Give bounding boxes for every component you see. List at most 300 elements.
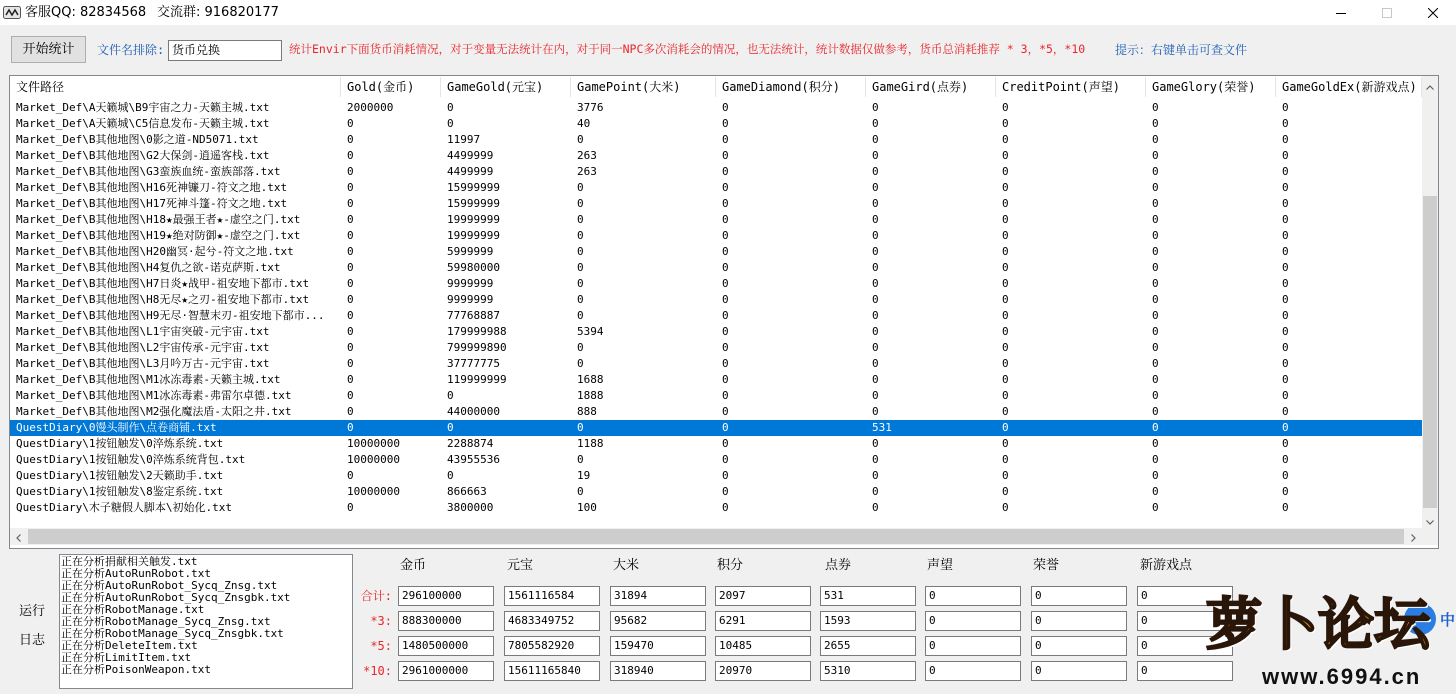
cell-gamegird: 0: [872, 117, 879, 130]
table-row[interactable]: [10, 372, 1422, 388]
total-x5-creditpoint-field[interactable]: 0: [925, 636, 1021, 656]
cell-gamegird: 0: [872, 405, 879, 418]
totals-header-creditpoint: 声望: [927, 558, 954, 573]
cell-gamepoint: 0: [577, 485, 584, 498]
table-row[interactable]: [10, 148, 1422, 164]
cell-gameglory: 0: [1152, 357, 1159, 370]
cell-gamepoint: 0: [577, 229, 584, 242]
horizontal-scroll-thumb[interactable]: [28, 529, 1404, 544]
log-line: 正在分析AutoRunRobot_Sycq_Znsgbk.txt: [61, 592, 291, 604]
cell-gamegoldex: 0: [1282, 405, 1289, 418]
cell-gamegird: 0: [872, 277, 879, 290]
cell-creditpoint: 0: [1002, 213, 1009, 226]
total-sum-gamepoint-field[interactable]: 31894: [610, 586, 706, 606]
total-x5-gamegold-field[interactable]: 7805582920: [504, 636, 600, 656]
horizontal-scrollbar[interactable]: [10, 528, 1422, 545]
cell-gold: 10000000: [347, 485, 400, 498]
close-icon: [1428, 3, 1438, 22]
cell-creditpoint: 0: [1002, 117, 1009, 130]
cell-gold: 0: [347, 229, 354, 242]
app-icon: [3, 4, 21, 21]
cell-gamegold: 15999999: [447, 197, 500, 210]
cell-gamegird: 0: [872, 309, 879, 322]
cell-gamepoint: 0: [577, 261, 584, 274]
exclude-filename-input[interactable]: 货币兑换: [168, 40, 282, 61]
cell-creditpoint: 0: [1002, 357, 1009, 370]
cell-gamediamond: 0: [722, 501, 729, 514]
total-x5-gamegoldex-field[interactable]: 0: [1137, 636, 1233, 656]
minimize-button[interactable]: [1318, 0, 1364, 25]
cell-gamegird: 0: [872, 325, 879, 338]
cell-gamepoint: 263: [577, 165, 597, 178]
table-row[interactable]: [10, 196, 1422, 212]
cell-gamediamond: 0: [722, 101, 729, 114]
total-sum-gamediamond-field[interactable]: 2097: [715, 586, 811, 606]
cell-gamegoldex: 0: [1282, 293, 1289, 306]
cell-gamepoint: 888: [577, 405, 597, 418]
watermark-url: www.6994.cn: [1262, 664, 1422, 689]
table-row[interactable]: [10, 324, 1422, 340]
close-button[interactable]: [1410, 0, 1456, 25]
cell-file-path: QuestDiary\1按钮触发\8鉴定系统.txt: [16, 485, 224, 498]
cell-creditpoint: 0: [1002, 101, 1009, 114]
total-sum-gameglory-field[interactable]: 0: [1031, 586, 1127, 606]
cell-gamepoint: 0: [577, 213, 584, 226]
cell-gamediamond: 0: [722, 341, 729, 354]
cell-creditpoint: 0: [1002, 197, 1009, 210]
cell-file-path: QuestDiary\0馒头制作\点卷商铺.txt: [16, 421, 217, 434]
cell-gamegold: 44000000: [447, 405, 500, 418]
cell-gameglory: 0: [1152, 213, 1159, 226]
cell-gamediamond: 0: [722, 197, 729, 210]
cell-creditpoint: 0: [1002, 261, 1009, 274]
cell-gold: 0: [347, 165, 354, 178]
cell-gold: 0: [347, 325, 354, 338]
scroll-right-button[interactable]: [1405, 528, 1422, 545]
cell-creditpoint: 0: [1002, 293, 1009, 306]
total-x10-creditpoint-field[interactable]: 0: [925, 661, 1021, 681]
cell-gamegold: 0: [447, 469, 454, 482]
cell-gameglory: 0: [1152, 165, 1159, 178]
cell-creditpoint: 0: [1002, 181, 1009, 194]
totals-row-label-x5: *5:: [370, 639, 392, 653]
cell-gamediamond: 0: [722, 165, 729, 178]
cell-gamediamond: 0: [722, 277, 729, 290]
table-row[interactable]: [10, 116, 1422, 132]
cell-gamediamond: 0: [722, 149, 729, 162]
cell-gamegoldex: 0: [1282, 245, 1289, 258]
cell-gamegird: 0: [872, 261, 879, 274]
totals-row-label-x3: *3:: [370, 614, 392, 628]
cell-gamegoldex: 0: [1282, 341, 1289, 354]
log-line: 正在分析PoisonWeapon.txt: [61, 664, 211, 676]
cell-file-path: Market_Def\B其他地图\H8无尽★之刃-祖安地下都市.txt: [16, 293, 310, 306]
totals-row-label-x10: *10:: [363, 664, 392, 678]
cell-gamegird: 0: [872, 357, 879, 370]
cell-gameglory: 0: [1152, 277, 1159, 290]
list-header: [10, 77, 1422, 97]
cell-gamegold: 9999999: [447, 277, 494, 290]
total-x3-gamegoldex-field[interactable]: 0: [1137, 611, 1233, 631]
cell-file-path: QuestDiary\1按钮触发\0淬炼系统背包.txt: [16, 453, 246, 466]
cell-gold: 10000000: [347, 437, 400, 450]
cell-gamegold: 866663: [447, 485, 487, 498]
scroll-down-button[interactable]: [1422, 511, 1438, 528]
cell-gameglory: 0: [1152, 437, 1159, 450]
cell-gameglory: 0: [1152, 101, 1159, 114]
cell-gamediamond: 0: [722, 437, 729, 450]
totals-header-gold: 金币: [400, 558, 427, 573]
cell-gamegird: 531: [872, 421, 892, 434]
total-x10-gold-field[interactable]: 2961000000: [398, 661, 494, 681]
column-header-gameglory[interactable]: GameGlory(荣誉): [1146, 77, 1276, 97]
chevron-left-icon: [16, 527, 21, 546]
cell-gamepoint: 0: [577, 197, 584, 210]
cell-gamepoint: 0: [577, 453, 584, 466]
run-log-list[interactable]: [59, 554, 353, 689]
cell-gameglory: 0: [1152, 149, 1159, 162]
cell-gamegoldex: 0: [1282, 501, 1289, 514]
total-x3-gold-field[interactable]: 888300000: [398, 611, 494, 631]
cell-gamediamond: 0: [722, 261, 729, 274]
cell-gamegold: 11997: [447, 133, 481, 146]
cell-creditpoint: 0: [1002, 341, 1009, 354]
cell-gamegold: 5999999: [447, 245, 494, 258]
table-row[interactable]: [10, 452, 1422, 468]
log-line: 正在分析RobotManage_Sycq_Znsgbk.txt: [61, 628, 284, 640]
cell-gameglory: 0: [1152, 453, 1159, 466]
cell-gamepoint: 0: [577, 309, 584, 322]
cell-gamegoldex: 0: [1282, 453, 1289, 466]
cell-gamegird: 0: [872, 453, 879, 466]
cell-creditpoint: 0: [1002, 149, 1009, 162]
ime-mode-text[interactable]: 中: [1440, 611, 1456, 629]
watermark-logo-title: 萝卜论坛: [1206, 593, 1430, 658]
scroll-left-button[interactable]: [10, 528, 27, 545]
cell-file-path: Market_Def\B其他地图\H17死神斗篷-符文之地.txt: [16, 197, 288, 210]
cell-gold: 0: [347, 309, 354, 322]
table-row[interactable]: [10, 388, 1422, 404]
cell-gamegoldex: 0: [1282, 357, 1289, 370]
statistics-notice: 统计Envir下面货币消耗情况，对于变量无法统计在内，对于同一NPC多次消耗会的情况，也无法统计，统计数据仅做参考，货币总消耗推荐 * 3，*5，*10: [289, 42, 1086, 56]
cell-gamegold: 0: [447, 101, 454, 114]
cell-gamegird: 0: [872, 469, 879, 482]
cell-gamegird: 0: [872, 101, 879, 114]
cell-gold: 0: [347, 357, 354, 370]
table-row[interactable]: [10, 356, 1422, 372]
total-sum-gamegoldex-field[interactable]: 0: [1137, 586, 1233, 606]
cell-gamediamond: 0: [722, 229, 729, 242]
cell-gold: 0: [347, 277, 354, 290]
cell-file-path: Market_Def\B其他地图\0影之道-ND5071.txt: [16, 133, 259, 146]
cell-file-path: Market_Def\B其他地图\L1宇宙突破-元宇宙.txt: [16, 325, 270, 338]
cell-gameglory: 0: [1152, 341, 1159, 354]
cell-gamegird: 0: [872, 149, 879, 162]
cell-gamegold: 43955536: [447, 453, 500, 466]
cell-gold: 0: [347, 261, 354, 274]
cell-gamediamond: 0: [722, 181, 729, 194]
cell-gameglory: 0: [1152, 373, 1159, 386]
cell-gamepoint: 263: [577, 149, 597, 162]
cell-creditpoint: 0: [1002, 277, 1009, 290]
cell-gamegird: 0: [872, 485, 879, 498]
cell-gamegold: 77768887: [447, 309, 500, 322]
table-row[interactable]: [10, 276, 1422, 292]
table-row[interactable]: [10, 500, 1422, 516]
cell-gamegold: 37777775: [447, 357, 500, 370]
total-x3-creditpoint-field[interactable]: 0: [925, 611, 1021, 631]
cell-creditpoint: 0: [1002, 501, 1009, 514]
cell-gamediamond: 0: [722, 453, 729, 466]
column-header-gold[interactable]: Gold(金币): [341, 77, 441, 97]
log-line: 正在分析AutoRunRobot.txt: [61, 568, 211, 580]
cell-file-path: Market_Def\A天籁城\B9宇宙之力-天籁主城.txt: [16, 101, 270, 114]
table-row[interactable]: [10, 164, 1422, 180]
cell-file-path: Market_Def\B其他地图\M1冰冻毒素-天籁主城.txt: [16, 373, 281, 386]
cell-gamepoint: 0: [577, 181, 584, 194]
chevron-down-icon: [1426, 510, 1434, 529]
scroll-up-button[interactable]: [1422, 76, 1438, 93]
cell-gameglory: 0: [1152, 293, 1159, 306]
cell-gamediamond: 0: [722, 293, 729, 306]
run-log-label-bottom: 日志: [19, 633, 46, 648]
total-x10-gamediamond-field[interactable]: 20970: [715, 661, 811, 681]
cell-file-path: QuestDiary\1按钮触发\0淬炼系统.txt: [16, 437, 224, 450]
total-x3-gameglory-field[interactable]: 0: [1031, 611, 1127, 631]
table-row[interactable]: [10, 484, 1422, 500]
column-header-gamegoldex[interactable]: GameGoldEx(新游戏点): [1276, 77, 1422, 97]
cell-gamepoint: 1888: [577, 389, 604, 402]
cell-gamepoint: 0: [577, 293, 584, 306]
totals-row-label-sum: 合计:: [360, 589, 392, 603]
cell-gamegoldex: 0: [1282, 389, 1289, 402]
cell-creditpoint: 0: [1002, 485, 1009, 498]
cell-gamegold: 2288874: [447, 437, 494, 450]
column-header-gamegird[interactable]: GameGird(点券): [866, 77, 996, 97]
cell-gamegold: 799999890: [447, 341, 507, 354]
cell-gamegoldex: 0: [1282, 437, 1289, 450]
cell-creditpoint: 0: [1002, 133, 1009, 146]
cell-file-path: Market_Def\B其他地图\L3月吟万古-元宇宙.txt: [16, 357, 270, 370]
start-statistics-button[interactable]: 开始统计: [11, 36, 86, 63]
cell-gold: 0: [347, 389, 354, 402]
table-row[interactable]: [10, 436, 1422, 452]
cell-gamepoint: 40: [577, 117, 591, 130]
total-x5-gamepoint-field[interactable]: 159470: [610, 636, 706, 656]
cell-gold: 0: [347, 133, 354, 146]
column-header-gamegold[interactable]: GameGold(元宝): [441, 77, 571, 97]
table-row[interactable]: [10, 180, 1422, 196]
cell-file-path: Market_Def\B其他地图\H7日炎★战甲-祖安地下都市.txt: [16, 277, 310, 290]
cell-creditpoint: 0: [1002, 229, 1009, 242]
cell-gameglory: 0: [1152, 117, 1159, 130]
total-x10-gamegird-field[interactable]: 5310: [820, 661, 916, 681]
column-header-gamepoint[interactable]: GamePoint(大米): [571, 77, 716, 97]
cell-gamegold: 15999999: [447, 181, 500, 194]
cell-gamediamond: 0: [722, 357, 729, 370]
cell-gamegold: 0: [447, 117, 454, 130]
cell-file-path: Market_Def\B其他地图\H4复仇之欲-诺克萨斯.txt: [16, 261, 281, 274]
cell-gamepoint: 0: [577, 341, 584, 354]
cell-gamediamond: 0: [722, 469, 729, 482]
cell-file-path: QuestDiary\木子糖假人脚本\初始化.txt: [16, 501, 232, 514]
table-row-selected[interactable]: [10, 420, 1422, 436]
total-x3-gamegird-field[interactable]: 1593: [820, 611, 916, 631]
cell-gamegoldex: 0: [1282, 133, 1289, 146]
cell-gamediamond: 0: [722, 421, 729, 434]
total-x3-gamepoint-field[interactable]: 95682: [610, 611, 706, 631]
minimize-icon: [1336, 3, 1346, 22]
totals-header-gamediamond: 积分: [717, 558, 744, 573]
cell-gamepoint: 19: [577, 469, 591, 482]
cell-gold: 0: [347, 213, 354, 226]
cell-file-path: Market_Def\B其他地图\M2强化魔法盾-太阳之井.txt: [16, 405, 292, 418]
totals-header-gamegird: 点券: [825, 558, 852, 573]
cell-gamepoint: 5394: [577, 325, 604, 338]
cell-file-path: Market_Def\B其他地图\L2宇宙传承-元宇宙.txt: [16, 341, 270, 354]
total-x10-gamepoint-field[interactable]: 318940: [610, 661, 706, 681]
column-header-gamediamond[interactable]: GameDiamond(积分): [716, 77, 866, 97]
cell-gameglory: 0: [1152, 325, 1159, 338]
table-row[interactable]: [10, 212, 1422, 228]
cell-gold: 0: [347, 469, 354, 482]
cell-gamegoldex: 0: [1282, 197, 1289, 210]
total-sum-gold-field[interactable]: 296100000: [398, 586, 494, 606]
table-row[interactable]: [10, 228, 1422, 244]
table-row[interactable]: [10, 244, 1422, 260]
log-line: 正在分析DeleteItem.txt: [61, 640, 198, 652]
cell-gamegold: 179999988: [447, 325, 507, 338]
cell-gamegoldex: 0: [1282, 213, 1289, 226]
cell-gamegird: 0: [872, 373, 879, 386]
cell-gamegoldex: 0: [1282, 117, 1289, 130]
cell-creditpoint: 0: [1002, 309, 1009, 322]
cell-gold: 0: [347, 405, 354, 418]
total-sum-gamegold-field[interactable]: 1561116584: [504, 586, 600, 606]
cell-gamepoint: 0: [577, 133, 584, 146]
cell-gamepoint: 1688: [577, 373, 604, 386]
cell-gamegold: 19999999: [447, 213, 500, 226]
table-row[interactable]: [10, 132, 1422, 148]
cell-file-path: Market_Def\B其他地图\H16死神镰刀-符文之地.txt: [16, 181, 288, 194]
log-line: 正在分析LimitItem.txt: [61, 652, 192, 664]
table-row[interactable]: [10, 468, 1422, 484]
column-header-file-path[interactable]: 文件路径: [10, 77, 341, 97]
cell-gamegold: 59980000: [447, 261, 500, 274]
total-x5-gamegird-field[interactable]: 2655: [820, 636, 916, 656]
cell-gold: 0: [347, 197, 354, 210]
total-x3-gamegold-field[interactable]: 4683349752: [504, 611, 600, 631]
table-row[interactable]: [10, 292, 1422, 308]
table-row[interactable]: [10, 340, 1422, 356]
cell-creditpoint: 0: [1002, 469, 1009, 482]
list-body: [10, 100, 1422, 528]
cell-creditpoint: 0: [1002, 389, 1009, 402]
cell-gamegird: 0: [872, 245, 879, 258]
cell-gamegoldex: 0: [1282, 421, 1289, 434]
cell-gamegold: 9999999: [447, 293, 494, 306]
cell-gamegoldex: 0: [1282, 149, 1289, 162]
right-click-hint: 提示：右键单击可查文件: [1115, 43, 1248, 57]
vertical-scroll-thumb[interactable]: [1423, 196, 1437, 508]
cell-gamegoldex: 0: [1282, 469, 1289, 482]
cell-gamegoldex: 0: [1282, 485, 1289, 498]
cell-gamegird: 0: [872, 213, 879, 226]
total-x3-gamediamond-field[interactable]: 6291: [715, 611, 811, 631]
cell-gold: 0: [347, 501, 354, 514]
cell-gamediamond: 0: [722, 389, 729, 402]
cell-gamediamond: 0: [722, 213, 729, 226]
cell-gamegird: 0: [872, 229, 879, 242]
group-number-text: 交流群: 916820177: [157, 5, 279, 20]
totals-header-gamegoldex: 新游戏点: [1140, 558, 1193, 573]
cell-gamegird: 0: [872, 389, 879, 402]
total-x10-gamegold-field[interactable]: 15611165840: [504, 661, 600, 681]
chevron-up-icon: [1426, 75, 1434, 94]
cell-gameglory: 0: [1152, 181, 1159, 194]
cell-gameglory: 0: [1152, 309, 1159, 322]
total-x5-gold-field[interactable]: 1480500000: [398, 636, 494, 656]
cell-gamepoint: 1188: [577, 437, 604, 450]
cell-gamepoint: 0: [577, 421, 584, 434]
cell-gameglory: 0: [1152, 501, 1159, 514]
vertical-scrollbar[interactable]: [1422, 76, 1438, 528]
cell-gamediamond: 0: [722, 405, 729, 418]
cell-gameglory: 0: [1152, 261, 1159, 274]
table-row[interactable]: [10, 308, 1422, 324]
exclude-filename-label: 文件名排除:: [97, 43, 165, 57]
cell-creditpoint: 0: [1002, 165, 1009, 178]
total-x10-gamegoldex-field[interactable]: 0: [1137, 661, 1233, 681]
cell-gamediamond: 0: [722, 133, 729, 146]
cell-file-path: Market_Def\B其他地图\H18★最强王者★-虚空之门.txt: [16, 213, 301, 226]
log-line: 正在分析捐献相关触发.txt: [61, 556, 198, 568]
cell-creditpoint: 0: [1002, 421, 1009, 434]
cell-gamediamond: 0: [722, 117, 729, 130]
table-row[interactable]: [10, 404, 1422, 420]
cell-gameglory: 0: [1152, 133, 1159, 146]
table-row[interactable]: [10, 100, 1422, 116]
cell-gamepoint: 3776: [577, 101, 604, 114]
column-header-creditpoint[interactable]: CreditPoint(声望): [996, 77, 1146, 97]
cell-file-path: Market_Def\B其他地图\H19★绝对防御★-虚空之门.txt: [16, 229, 301, 242]
cell-file-path: Market_Def\B其他地图\G3蛮族血统-蛮族部落.txt: [16, 165, 281, 178]
total-x5-gameglory-field[interactable]: 0: [1031, 636, 1127, 656]
table-row[interactable]: [10, 260, 1422, 276]
cell-gamegird: 0: [872, 197, 879, 210]
cell-gamediamond: 0: [722, 373, 729, 386]
total-x5-gamediamond-field[interactable]: 10485: [715, 636, 811, 656]
cell-creditpoint: 0: [1002, 325, 1009, 338]
total-sum-creditpoint-field[interactable]: 0: [925, 586, 1021, 606]
cell-file-path: Market_Def\B其他地图\M1冰冻毒素-弗雷尔卓德.txt: [16, 389, 292, 402]
cell-gamegoldex: 0: [1282, 229, 1289, 242]
cell-gamegoldex: 0: [1282, 325, 1289, 338]
cell-gamegird: 0: [872, 501, 879, 514]
cell-gold: 0: [347, 181, 354, 194]
cell-file-path: Market_Def\B其他地图\H20幽冥·起兮-符文之地.txt: [16, 245, 294, 258]
total-x10-gameglory-field[interactable]: 0: [1031, 661, 1127, 681]
cell-gold: 0: [347, 117, 354, 130]
cell-gameglory: 0: [1152, 389, 1159, 402]
scrollbar-corner: [1422, 528, 1438, 545]
file-list-view[interactable]: [9, 75, 1439, 549]
total-sum-gamegird-field[interactable]: 531: [820, 586, 916, 606]
cell-gamegold: 19999999: [447, 229, 500, 242]
cell-gamegoldex: 0: [1282, 165, 1289, 178]
run-log-label-top: 运行: [19, 604, 46, 619]
maximize-button[interactable]: [1364, 0, 1410, 25]
